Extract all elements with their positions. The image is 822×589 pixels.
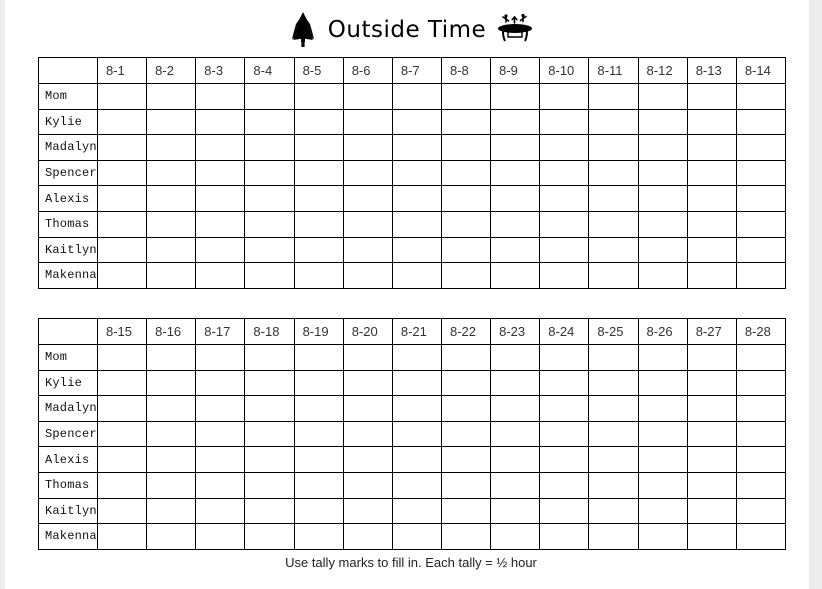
- tally-cell[interactable]: [294, 160, 343, 186]
- page-edge-right: [809, 0, 822, 589]
- table-row: [39, 135, 786, 161]
- tally-cell[interactable]: [638, 370, 687, 396]
- tally-cell[interactable]: [343, 396, 392, 422]
- tally-cell[interactable]: [687, 345, 736, 371]
- tally-cell[interactable]: [196, 109, 245, 135]
- page-edge-left: [0, 0, 5, 589]
- tally-cell[interactable]: [343, 263, 392, 289]
- tally-cell[interactable]: [343, 135, 392, 161]
- tally-cell[interactable]: [98, 109, 147, 135]
- tally-cell[interactable]: [736, 109, 785, 135]
- column-header-date: 8-16: [147, 319, 196, 345]
- tally-cell[interactable]: [392, 263, 441, 289]
- tally-cell[interactable]: [491, 211, 540, 237]
- tally-cell[interactable]: [196, 135, 245, 161]
- tally-cell[interactable]: [392, 524, 441, 550]
- column-header-date: 8-14: [736, 58, 785, 84]
- tally-cell[interactable]: [294, 447, 343, 473]
- tally-cell[interactable]: [98, 237, 147, 263]
- tally-cell[interactable]: [147, 472, 196, 498]
- tally-cell[interactable]: [736, 498, 785, 524]
- tally-cell[interactable]: [98, 263, 147, 289]
- tally-cell[interactable]: [98, 396, 147, 422]
- tally-cell[interactable]: [638, 421, 687, 447]
- tally-cell[interactable]: [245, 84, 294, 110]
- tally-cell[interactable]: [343, 237, 392, 263]
- tally-cell[interactable]: [491, 370, 540, 396]
- tally-cell[interactable]: [638, 498, 687, 524]
- tally-cell[interactable]: [392, 345, 441, 371]
- table-row: [39, 421, 786, 447]
- column-header-date: 8-15: [98, 319, 147, 345]
- tally-cell[interactable]: [540, 186, 589, 212]
- row-label-name: Kaitlyn: [39, 237, 98, 263]
- tally-cell[interactable]: [245, 472, 294, 498]
- table-row: [39, 498, 786, 524]
- tally-cell[interactable]: [540, 345, 589, 371]
- row-label-name: Spencer: [39, 160, 98, 186]
- tally-cell[interactable]: [98, 135, 147, 161]
- tally-cell[interactable]: [245, 263, 294, 289]
- tally-cell[interactable]: [638, 472, 687, 498]
- column-header-date: 8-11: [589, 58, 638, 84]
- tally-cell[interactable]: [441, 211, 490, 237]
- tally-table-august-1-14: [38, 57, 785, 289]
- column-header-date: 8-1: [98, 58, 147, 84]
- tally-cell[interactable]: [294, 498, 343, 524]
- tally-cell[interactable]: [638, 447, 687, 473]
- table-row: [39, 186, 786, 212]
- tally-cell[interactable]: [540, 370, 589, 396]
- tally-cell[interactable]: [196, 472, 245, 498]
- row-label-name: Alexis: [39, 447, 98, 473]
- tally-cell[interactable]: [441, 345, 490, 371]
- tally-cell[interactable]: [196, 447, 245, 473]
- tally-cell[interactable]: [589, 524, 638, 550]
- tally-cell[interactable]: [589, 84, 638, 110]
- tally-cell[interactable]: [343, 345, 392, 371]
- tally-cell[interactable]: [736, 447, 785, 473]
- tally-cell[interactable]: [589, 135, 638, 161]
- tally-cell[interactable]: [736, 524, 785, 550]
- row-label-name: Mom: [39, 345, 98, 371]
- footer-note: Use tally marks to fill in. Each tally = ½ hour: [285, 555, 537, 570]
- tally-cell[interactable]: [638, 237, 687, 263]
- tally-cell[interactable]: [540, 524, 589, 550]
- tally-cell[interactable]: [540, 472, 589, 498]
- tally-cell[interactable]: [343, 524, 392, 550]
- tally-cell[interactable]: [491, 345, 540, 371]
- tally-cell[interactable]: [638, 109, 687, 135]
- tally-cell[interactable]: [98, 498, 147, 524]
- tally-cell[interactable]: [491, 135, 540, 161]
- tally-cell[interactable]: [294, 109, 343, 135]
- tally-cell[interactable]: [491, 396, 540, 422]
- tally-cell[interactable]: [441, 447, 490, 473]
- tally-cell[interactable]: [491, 263, 540, 289]
- tally-cell[interactable]: [343, 186, 392, 212]
- tally-cell[interactable]: [638, 211, 687, 237]
- column-header-date: 8-5: [294, 58, 343, 84]
- document-header: [0, 8, 822, 52]
- tally-cell[interactable]: [540, 498, 589, 524]
- column-header-date: 8-3: [196, 58, 245, 84]
- tally-cell[interactable]: [392, 237, 441, 263]
- tally-cell[interactable]: [589, 447, 638, 473]
- table-row: [39, 447, 786, 473]
- tally-cell[interactable]: [638, 160, 687, 186]
- tally-cell[interactable]: [687, 263, 736, 289]
- column-header-date: 8-18: [245, 319, 294, 345]
- tally-cell[interactable]: [98, 447, 147, 473]
- tally-cell[interactable]: [343, 84, 392, 110]
- tally-cell[interactable]: [245, 135, 294, 161]
- tally-cell[interactable]: [196, 84, 245, 110]
- tally-cell[interactable]: [441, 370, 490, 396]
- column-header-date: 8-17: [196, 319, 245, 345]
- tally-cell[interactable]: [392, 109, 441, 135]
- tally-cell[interactable]: [392, 396, 441, 422]
- tally-cell[interactable]: [98, 186, 147, 212]
- tally-cell[interactable]: [589, 472, 638, 498]
- tally-cell[interactable]: [441, 109, 490, 135]
- tally-cell[interactable]: [196, 524, 245, 550]
- row-label-name: Kaitlyn: [39, 498, 98, 524]
- tally-cell[interactable]: [98, 211, 147, 237]
- tally-cell[interactable]: [491, 472, 540, 498]
- tally-cell[interactable]: [736, 211, 785, 237]
- tally-cell[interactable]: [441, 396, 490, 422]
- tally-cell[interactable]: [540, 237, 589, 263]
- tally-cell[interactable]: [147, 160, 196, 186]
- tally-cell[interactable]: [638, 135, 687, 161]
- tally-cell[interactable]: [687, 396, 736, 422]
- tally-cell[interactable]: [245, 498, 294, 524]
- tally-cell[interactable]: [687, 211, 736, 237]
- tally-cell[interactable]: [98, 84, 147, 110]
- table-row: [39, 472, 786, 498]
- tally-cell[interactable]: [98, 421, 147, 447]
- tally-cell[interactable]: [638, 345, 687, 371]
- table-row: [39, 109, 786, 135]
- tally-cell[interactable]: [540, 263, 589, 289]
- tally-cell[interactable]: [245, 421, 294, 447]
- table-row: [39, 263, 786, 289]
- tally-cell[interactable]: [736, 472, 785, 498]
- tally-cell[interactable]: [491, 186, 540, 212]
- tally-cell[interactable]: [687, 109, 736, 135]
- column-header-date: 8-23: [491, 319, 540, 345]
- table-row: [39, 370, 786, 396]
- tally-cell[interactable]: [196, 263, 245, 289]
- column-header-date: 8-20: [343, 319, 392, 345]
- tally-cell[interactable]: [147, 237, 196, 263]
- tally-cell[interactable]: [441, 524, 490, 550]
- tally-cell[interactable]: [392, 160, 441, 186]
- tally-cell[interactable]: [736, 237, 785, 263]
- tally-cell[interactable]: [392, 211, 441, 237]
- tally-cell[interactable]: [736, 370, 785, 396]
- row-label-name: Alexis: [39, 186, 98, 212]
- tally-cell[interactable]: [687, 237, 736, 263]
- tally-cell[interactable]: [687, 160, 736, 186]
- row-label-name: Thomas: [39, 472, 98, 498]
- tally-cell[interactable]: [343, 421, 392, 447]
- tally-cell[interactable]: [343, 211, 392, 237]
- tally-cell[interactable]: [589, 421, 638, 447]
- tally-cell[interactable]: [343, 370, 392, 396]
- tally-cell[interactable]: [736, 263, 785, 289]
- tally-cell[interactable]: [147, 345, 196, 371]
- tally-cell[interactable]: [245, 524, 294, 550]
- tally-cell[interactable]: [441, 186, 490, 212]
- tally-cell[interactable]: [736, 160, 785, 186]
- tally-cell[interactable]: [392, 84, 441, 110]
- tally-cell[interactable]: [491, 109, 540, 135]
- tally-cell[interactable]: [196, 421, 245, 447]
- tally-cell[interactable]: [343, 109, 392, 135]
- row-label-name: Makenna: [39, 263, 98, 289]
- tally-cell[interactable]: [245, 211, 294, 237]
- tally-cell[interactable]: [589, 186, 638, 212]
- tally-cell[interactable]: [687, 472, 736, 498]
- tally-cell[interactable]: [245, 109, 294, 135]
- tally-cell[interactable]: [540, 160, 589, 186]
- tally-cell[interactable]: [441, 263, 490, 289]
- tally-cell[interactable]: [491, 447, 540, 473]
- tally-cell[interactable]: [245, 370, 294, 396]
- tally-cell[interactable]: [491, 421, 540, 447]
- tally-cell[interactable]: [196, 237, 245, 263]
- corner-cell: [39, 58, 98, 84]
- tally-cell[interactable]: [392, 186, 441, 212]
- tally-cell[interactable]: [196, 211, 245, 237]
- tally-cell[interactable]: [245, 447, 294, 473]
- column-header-date: 8-22: [441, 319, 490, 345]
- tally-cell[interactable]: [589, 160, 638, 186]
- tally-cell[interactable]: [147, 370, 196, 396]
- column-header-date: 8-12: [638, 58, 687, 84]
- tally-cell[interactable]: [343, 472, 392, 498]
- pine-tree-icon: [288, 12, 318, 48]
- tally-table-august-15-28: [38, 318, 785, 550]
- tally-cell[interactable]: [294, 84, 343, 110]
- tally-cell[interactable]: [589, 498, 638, 524]
- tally-cell[interactable]: [736, 396, 785, 422]
- tally-cell[interactable]: [687, 135, 736, 161]
- tally-cell[interactable]: [294, 211, 343, 237]
- column-header-date: 8-6: [343, 58, 392, 84]
- column-header-date: 8-26: [638, 319, 687, 345]
- tally-cell[interactable]: [687, 84, 736, 110]
- column-header-date: 8-9: [491, 58, 540, 84]
- tally-cell[interactable]: [540, 135, 589, 161]
- tally-cell[interactable]: [589, 263, 638, 289]
- row-label-name: Thomas: [39, 211, 98, 237]
- tally-cell[interactable]: [736, 421, 785, 447]
- tally-cell[interactable]: [98, 472, 147, 498]
- tally-cell[interactable]: [196, 498, 245, 524]
- tally-cell[interactable]: [196, 160, 245, 186]
- table-row: [39, 396, 786, 422]
- tally-cell[interactable]: [540, 421, 589, 447]
- tally-cell[interactable]: [245, 186, 294, 212]
- tally-cell[interactable]: [294, 237, 343, 263]
- tally-cell[interactable]: [491, 524, 540, 550]
- tally-cell[interactable]: [294, 421, 343, 447]
- table-row: [39, 345, 786, 371]
- table-row: [39, 160, 786, 186]
- tally-cell[interactable]: [147, 421, 196, 447]
- tally-cell[interactable]: [441, 472, 490, 498]
- tally-cell[interactable]: [294, 370, 343, 396]
- tally-cell[interactable]: [638, 524, 687, 550]
- tally-cell[interactable]: [196, 370, 245, 396]
- tally-cell[interactable]: [147, 396, 196, 422]
- tally-cell[interactable]: [147, 211, 196, 237]
- table-row: [39, 84, 786, 110]
- table-row: [39, 237, 786, 263]
- tally-cell[interactable]: [392, 135, 441, 161]
- tally-cell[interactable]: [245, 237, 294, 263]
- tally-cell[interactable]: [147, 186, 196, 212]
- tally-cell[interactable]: [343, 447, 392, 473]
- tally-table: [38, 57, 786, 289]
- tally-cell[interactable]: [589, 109, 638, 135]
- tally-cell[interactable]: [147, 447, 196, 473]
- row-label-name: Kylie: [39, 109, 98, 135]
- row-label-name: Makenna: [39, 524, 98, 550]
- table-row: [39, 524, 786, 550]
- tally-cell[interactable]: [589, 211, 638, 237]
- tally-cell[interactable]: [441, 421, 490, 447]
- tally-cell[interactable]: [294, 186, 343, 212]
- row-label-name: Mom: [39, 84, 98, 110]
- tally-cell[interactable]: [147, 135, 196, 161]
- tally-cell[interactable]: [736, 84, 785, 110]
- column-header-date: 8-19: [294, 319, 343, 345]
- tally-cell[interactable]: [638, 263, 687, 289]
- tally-cell[interactable]: [245, 345, 294, 371]
- tally-cell[interactable]: [98, 524, 147, 550]
- tally-cell[interactable]: [98, 345, 147, 371]
- column-header-date: 8-27: [687, 319, 736, 345]
- tally-cell[interactable]: [196, 396, 245, 422]
- tally-cell[interactable]: [687, 186, 736, 212]
- tally-cell[interactable]: [540, 447, 589, 473]
- tally-cell[interactable]: [491, 160, 540, 186]
- tally-cell[interactable]: [687, 524, 736, 550]
- tally-cell[interactable]: [441, 237, 490, 263]
- column-header-date: 8-4: [245, 58, 294, 84]
- tally-cell[interactable]: [589, 370, 638, 396]
- tally-cell[interactable]: [540, 211, 589, 237]
- tally-cell[interactable]: [392, 447, 441, 473]
- tally-cell[interactable]: [147, 263, 196, 289]
- column-header-date: 8-8: [441, 58, 490, 84]
- tally-cell[interactable]: [687, 447, 736, 473]
- tally-cell[interactable]: [540, 109, 589, 135]
- tally-cell[interactable]: [392, 370, 441, 396]
- tally-cell[interactable]: [343, 160, 392, 186]
- tally-cell[interactable]: [147, 109, 196, 135]
- tally-cell[interactable]: [245, 160, 294, 186]
- column-header-date: 8-24: [540, 319, 589, 345]
- tally-cell[interactable]: [441, 84, 490, 110]
- table-row: [39, 211, 786, 237]
- tally-cell[interactable]: [491, 84, 540, 110]
- tally-table: [38, 318, 786, 550]
- trampoline-icon: [496, 13, 534, 47]
- tally-cell[interactable]: [392, 421, 441, 447]
- tally-cell[interactable]: [147, 84, 196, 110]
- tally-cell[interactable]: [491, 237, 540, 263]
- tally-cell[interactable]: [540, 396, 589, 422]
- tally-cell[interactable]: [736, 135, 785, 161]
- tally-cell[interactable]: [638, 396, 687, 422]
- tally-cell[interactable]: [294, 263, 343, 289]
- row-label-name: Madalyn: [39, 396, 98, 422]
- column-header-date: 8-25: [589, 319, 638, 345]
- tally-cell[interactable]: [491, 498, 540, 524]
- tally-cell[interactable]: [147, 524, 196, 550]
- tally-cell[interactable]: [638, 186, 687, 212]
- page-title: Outside Time: [327, 17, 487, 43]
- column-header-date: 8-7: [392, 58, 441, 84]
- tally-cell[interactable]: [294, 135, 343, 161]
- column-header-date: 8-2: [147, 58, 196, 84]
- column-header-date: 8-21: [392, 319, 441, 345]
- tally-cell[interactable]: [638, 84, 687, 110]
- tally-cell[interactable]: [294, 524, 343, 550]
- row-label-name: Kylie: [39, 370, 98, 396]
- tally-cell[interactable]: [540, 84, 589, 110]
- tally-cell[interactable]: [589, 237, 638, 263]
- tally-cell[interactable]: [147, 498, 196, 524]
- tally-cell[interactable]: [441, 135, 490, 161]
- tally-cell[interactable]: [392, 472, 441, 498]
- tally-cell[interactable]: [687, 421, 736, 447]
- tally-cell[interactable]: [441, 498, 490, 524]
- column-header-date: 8-28: [736, 319, 785, 345]
- tally-cell[interactable]: [98, 370, 147, 396]
- tally-cell[interactable]: [294, 396, 343, 422]
- tally-cell[interactable]: [589, 396, 638, 422]
- tally-cell[interactable]: [392, 498, 441, 524]
- tally-cell[interactable]: [589, 345, 638, 371]
- tally-cell[interactable]: [736, 345, 785, 371]
- tally-cell[interactable]: [687, 498, 736, 524]
- tally-cell[interactable]: [294, 345, 343, 371]
- tally-cell[interactable]: [245, 396, 294, 422]
- tally-cell[interactable]: [294, 472, 343, 498]
- tally-cell[interactable]: [343, 498, 392, 524]
- tally-cell[interactable]: [687, 370, 736, 396]
- corner-cell: [39, 319, 98, 345]
- row-label-name: Madalyn: [39, 135, 98, 161]
- tally-cell[interactable]: [196, 186, 245, 212]
- tally-cell[interactable]: [98, 160, 147, 186]
- row-label-name: Spencer: [39, 421, 98, 447]
- column-header-date: 8-10: [540, 58, 589, 84]
- tally-cell[interactable]: [736, 186, 785, 212]
- column-header-date: 8-13: [687, 58, 736, 84]
- tally-cell[interactable]: [441, 160, 490, 186]
- tally-cell[interactable]: [196, 345, 245, 371]
